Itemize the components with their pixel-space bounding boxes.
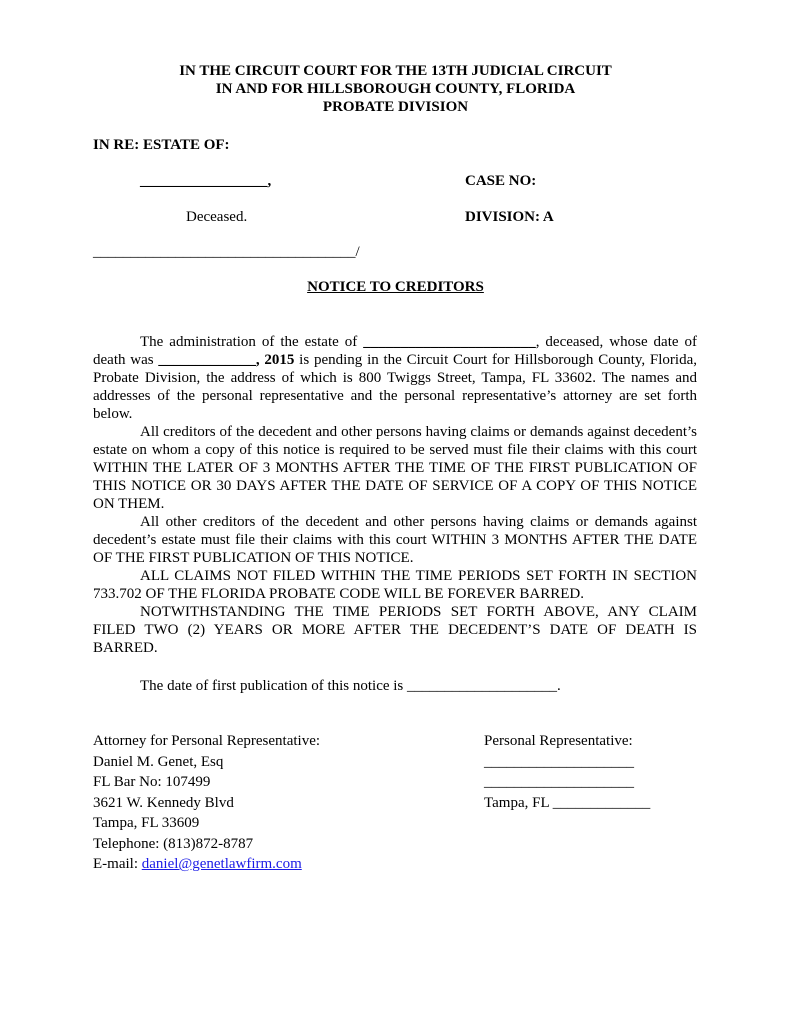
- attorney-phone: Telephone: (813)872-8787: [93, 835, 254, 852]
- attorney-street: 3621 W. Kennedy Blvd: [93, 794, 234, 811]
- date-of-death-blank: _____________, 2015: [158, 352, 295, 368]
- publication-date-line: The date of first publication of this notice is ____________________.: [140, 678, 561, 694]
- attorney-email-row: [93, 854, 320, 875]
- attorney-email-link[interactable]: daniel@genetlawfirm.com: [141, 856, 302, 872]
- paragraph-1-text-b: , deceased, whose date of death was: [93, 334, 698, 368]
- division-label: DIVISION: A: [465, 209, 554, 225]
- court-header-line-3: PROBATE DIVISION: [322, 99, 469, 115]
- paragraph-other-creditors: All other creditors of the decedent and other persons having claims or demands against decedent’s estate must file their claims with this court WITHIN 3 MONTHS AFTER THE DATE OF THE FIRST PUBLICATION OF THIS NOTICE.: [93, 514, 697, 566]
- attorney-name: Daniel M. Genet, Esq: [93, 753, 224, 770]
- representative-heading: Personal Representative:: [484, 733, 633, 749]
- in-re-estate-label: IN RE: ESTATE OF:: [93, 137, 230, 153]
- representative-city-line: Tampa, FL _____________: [484, 794, 651, 811]
- caption-rule-line: ___________________________________/: [93, 244, 360, 260]
- court-header: [0, 62, 791, 116]
- paragraph-notwithstanding: NOTWITHSTANDING THE TIME PERIODS SET FORTH ABOVE, ANY CLAIM FILED TWO (2) YEARS OR MORE AFTER THE DECEDENT’S DATE OF DEATH IS BARRED.: [93, 604, 697, 656]
- attorney-heading: Attorney for Personal Representative:: [93, 733, 321, 749]
- attorney-email-label: E-mail:: [93, 856, 142, 872]
- case-number-label: CASE NO:: [465, 173, 537, 189]
- paragraph-administration: [93, 333, 697, 423]
- notice-body: [93, 333, 697, 657]
- court-header-line-2: IN AND FOR HILLSBOROUGH COUNTY, FLORIDA: [215, 81, 576, 97]
- paragraph-creditors-served: All creditors of the decedent and other persons having claims or demands against decedent’s estate on whom a copy of this notice is required to be served must file their claims with this court WITHIN THE LATER OF 3 MONTHS AFTER THE TIME OF THE FIRST PUBLICATION OF THIS NOTICE OR 30 DAYS AFTER THE DATE OF SERVICE OF A COPY OF THIS NOTICE ON THEM.: [93, 424, 697, 512]
- paragraph-1-text-c: is pending in the Circuit Court for Hillsborough County, Florida, Probate Division, the address of which is 800 Twiggs Street, Tampa, FL 33602. The names and addresses of the personal representative and the personal representative’s attorney are set forth below.: [93, 352, 698, 422]
- paragraph-1-text-a: The administration of the estate of: [140, 334, 364, 350]
- representative-signature-block: [484, 731, 650, 813]
- attorney-bar-number: FL Bar No: 107499: [93, 774, 211, 790]
- court-header-line-1: IN THE CIRCUIT COURT FOR THE 13TH JUDICIAL CIRCUIT: [179, 63, 612, 79]
- decedent-name-blank: _________________,: [140, 173, 272, 189]
- deceased-label: Deceased.: [186, 209, 248, 225]
- estate-name-blank: _______________________: [363, 334, 536, 350]
- attorney-city: Tampa, FL 33609: [93, 815, 200, 831]
- attorney-signature-block: [93, 731, 320, 875]
- paragraph-claims-barred: ALL CLAIMS NOT FILED WITHIN THE TIME PERIODS SET FORTH IN SECTION 733.702 OF THE FLORIDA PROBATE CODE WILL BE FOREVER BARRED.: [93, 568, 697, 602]
- notice-title: NOTICE TO CREDITORS: [307, 279, 484, 295]
- representative-blank-line-2: ____________________: [484, 774, 634, 790]
- representative-blank-line-1: ____________________: [484, 753, 634, 770]
